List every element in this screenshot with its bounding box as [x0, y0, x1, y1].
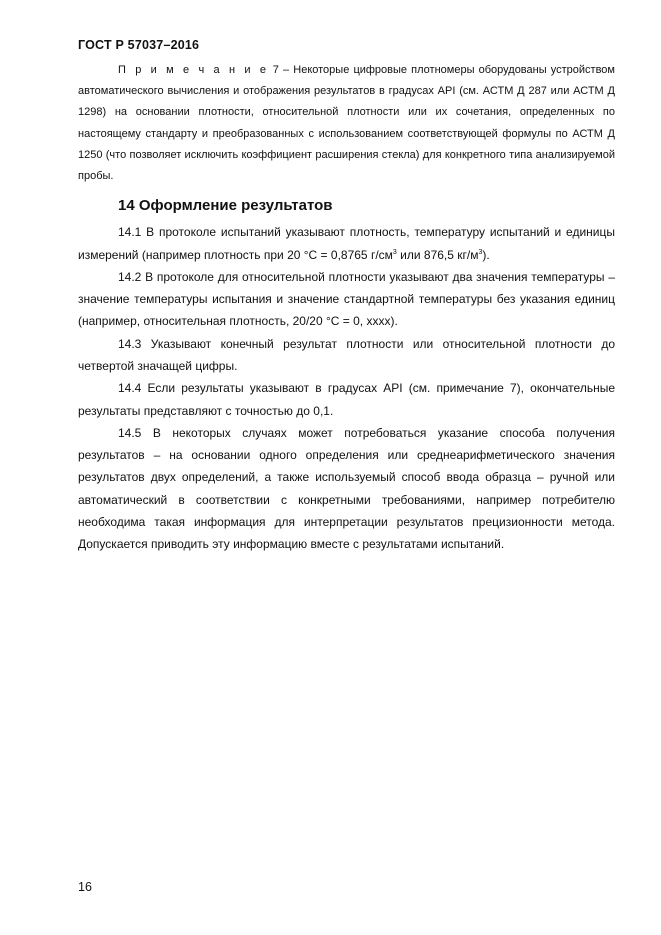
paragraph-14-4: 14.4 Если результаты указывают в градусах API (см. примечание 7), окончательные результаты представляют с точностью до 0,1.	[78, 381, 615, 418]
note-number: 7	[272, 64, 279, 76]
note-lead: П р и м е ч а н и е	[118, 64, 269, 76]
document-code-header: ГОСТ Р 57037–2016	[78, 38, 200, 52]
paragraph-14-5: 14.5 В некоторых случаях может потребоваться указание способа получения результатов – на основании одного определения или среднеарифметического значения результатов двух определений, а также используемый способ ввода образца – ручной или автоматический в соответствии с конкретными требованиями, например потребителю необходима такая информация для интерпретации результатов прецизионности метода. Допускается приводить эту информацию вместе с результатами испытаний.	[78, 425, 615, 552]
paragraph-14-2: 14.2 В протоколе для относительной плотности указывают два значения температуры – значение температуры испытания и значение стандартной температуры без указания единиц (например, относительная плотность, 20/20 °С = 0, хххх).	[78, 269, 615, 329]
paragraph-14-1: 14.1 В протоколе испытаний указывают плотность, температуру испытаний и единицы измерений (например плотность при 20 °С = 0,8765 $г/см^3$ или 876,5 $кг/м^3$).	[78, 225, 615, 262]
document-body	[78, 60, 615, 556]
note-7	[78, 60, 615, 187]
page-number: 16	[78, 880, 92, 894]
note-text: – Некоторые цифровые плотномеры оборудованы устройством автоматического вычисления и отображения результатов в градусах API (см. АСТМ Д 287 или АСТМ Д 1298) на основании плотности, относительной плотности или их сочетания, определенных по настоящему стандарту и преобразованных с использованием соответствующей формулы по АСТМ Д 1250 (что позволяет исключить коэффициент расширения стекла) для конкретного типа анализируемой пробы.	[78, 64, 615, 183]
paragraph-14-3: 14.3 Указывают конечный результат плотности или относительной плотности до четвертой значащей цифры.	[78, 336, 615, 373]
section-title: 14 Оформление результатов	[118, 197, 333, 215]
